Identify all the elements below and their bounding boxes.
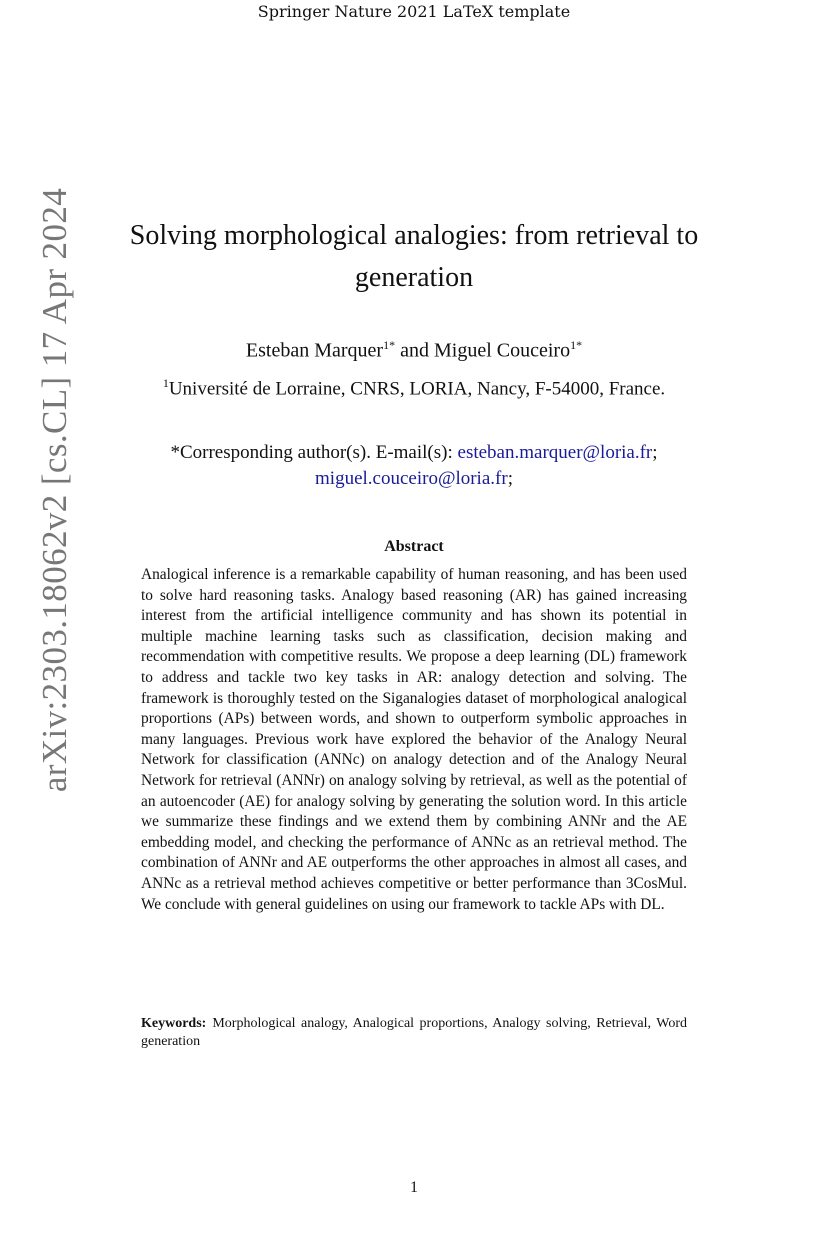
- author-affiliation-mark: 1*: [383, 338, 396, 352]
- email-link[interactable]: miguel.couceiro@loria.fr: [315, 468, 508, 489]
- corresponding-authors: [0, 440, 828, 492]
- author-name: Esteban Marquer: [245, 339, 384, 362]
- page-number: 1: [410, 1179, 418, 1196]
- affiliation-mark: 1: [162, 376, 169, 390]
- email-separator: ;: [652, 442, 658, 463]
- running-header: Springer Nature 2021 LaTeX template: [257, 2, 571, 21]
- abstract-heading: Abstract: [384, 538, 444, 555]
- author-affiliation-mark: 1*: [570, 338, 583, 352]
- abstract-body: Analogical inference is a remarkable capability of human reasoning, and has been used to solve hard reasoning tasks. Analogy based reasoning (AR) has gained increasing interest from the artificial intelligence community and has shown its potential in multiple machine learning tasks such as classification, decision making and recommendation with competitive results. We propose a deep learning (DL) framework to address and tackle two key tasks in AR: analogy detection and solving. The framework is thoroughly tested on the Siganalogies dataset of morphological analogical proportions (APs) between words, and shown to outperform symbolic approaches in many languages. Previous work have explored the behavior of the Analogy Neural Network for classification (ANNc) on analogy detection and of the Analogy Neural Network for retrieval (ANNr) on analogy solving by retrieval, as well as the potential of an autoencoder (AE) for analogy solving by generating the solution word. In this article we summarize these findings and we extend them by combining ANNr and the AE embedding model, and checking the performance of ANNc as an retrieval method. The combination of ANNr and AE outperforms the other approaches in almost all cases, and ANNc as a retrieval method achieves competitive or better performance than 3CosMul. We conclude with general guidelines on using our framework to tackle APs with DL.: [141, 566, 687, 913]
- keywords-label: Keywords:: [141, 1016, 207, 1031]
- affiliation: [0, 370, 828, 402]
- author-list: [0, 332, 828, 364]
- author-connector: and: [395, 339, 434, 362]
- email-separator: ;: [507, 468, 513, 489]
- keywords: [141, 1015, 687, 1051]
- email-link[interactable]: esteban.marquer@loria.fr: [457, 442, 653, 463]
- correspondence-prefix: *Corresponding author(s). E-mail(s):: [170, 442, 458, 463]
- paper-title: Solving morphological analogies: from retrieval to generation: [129, 220, 699, 293]
- keywords-text: Morphological analogy, Analogical proportions, Analogy solving, Retrieval, Word generation: [141, 1016, 687, 1049]
- author-name: Miguel Couceiro: [433, 339, 571, 362]
- arxiv-identifier-stamp: arXiv:2303.18062v2 [cs.CL] 17 Apr 2024: [35, 187, 74, 793]
- affiliation-text: Université de Lorraine, CNRS, LORIA, Nancy, F-54000, France.: [168, 378, 666, 400]
